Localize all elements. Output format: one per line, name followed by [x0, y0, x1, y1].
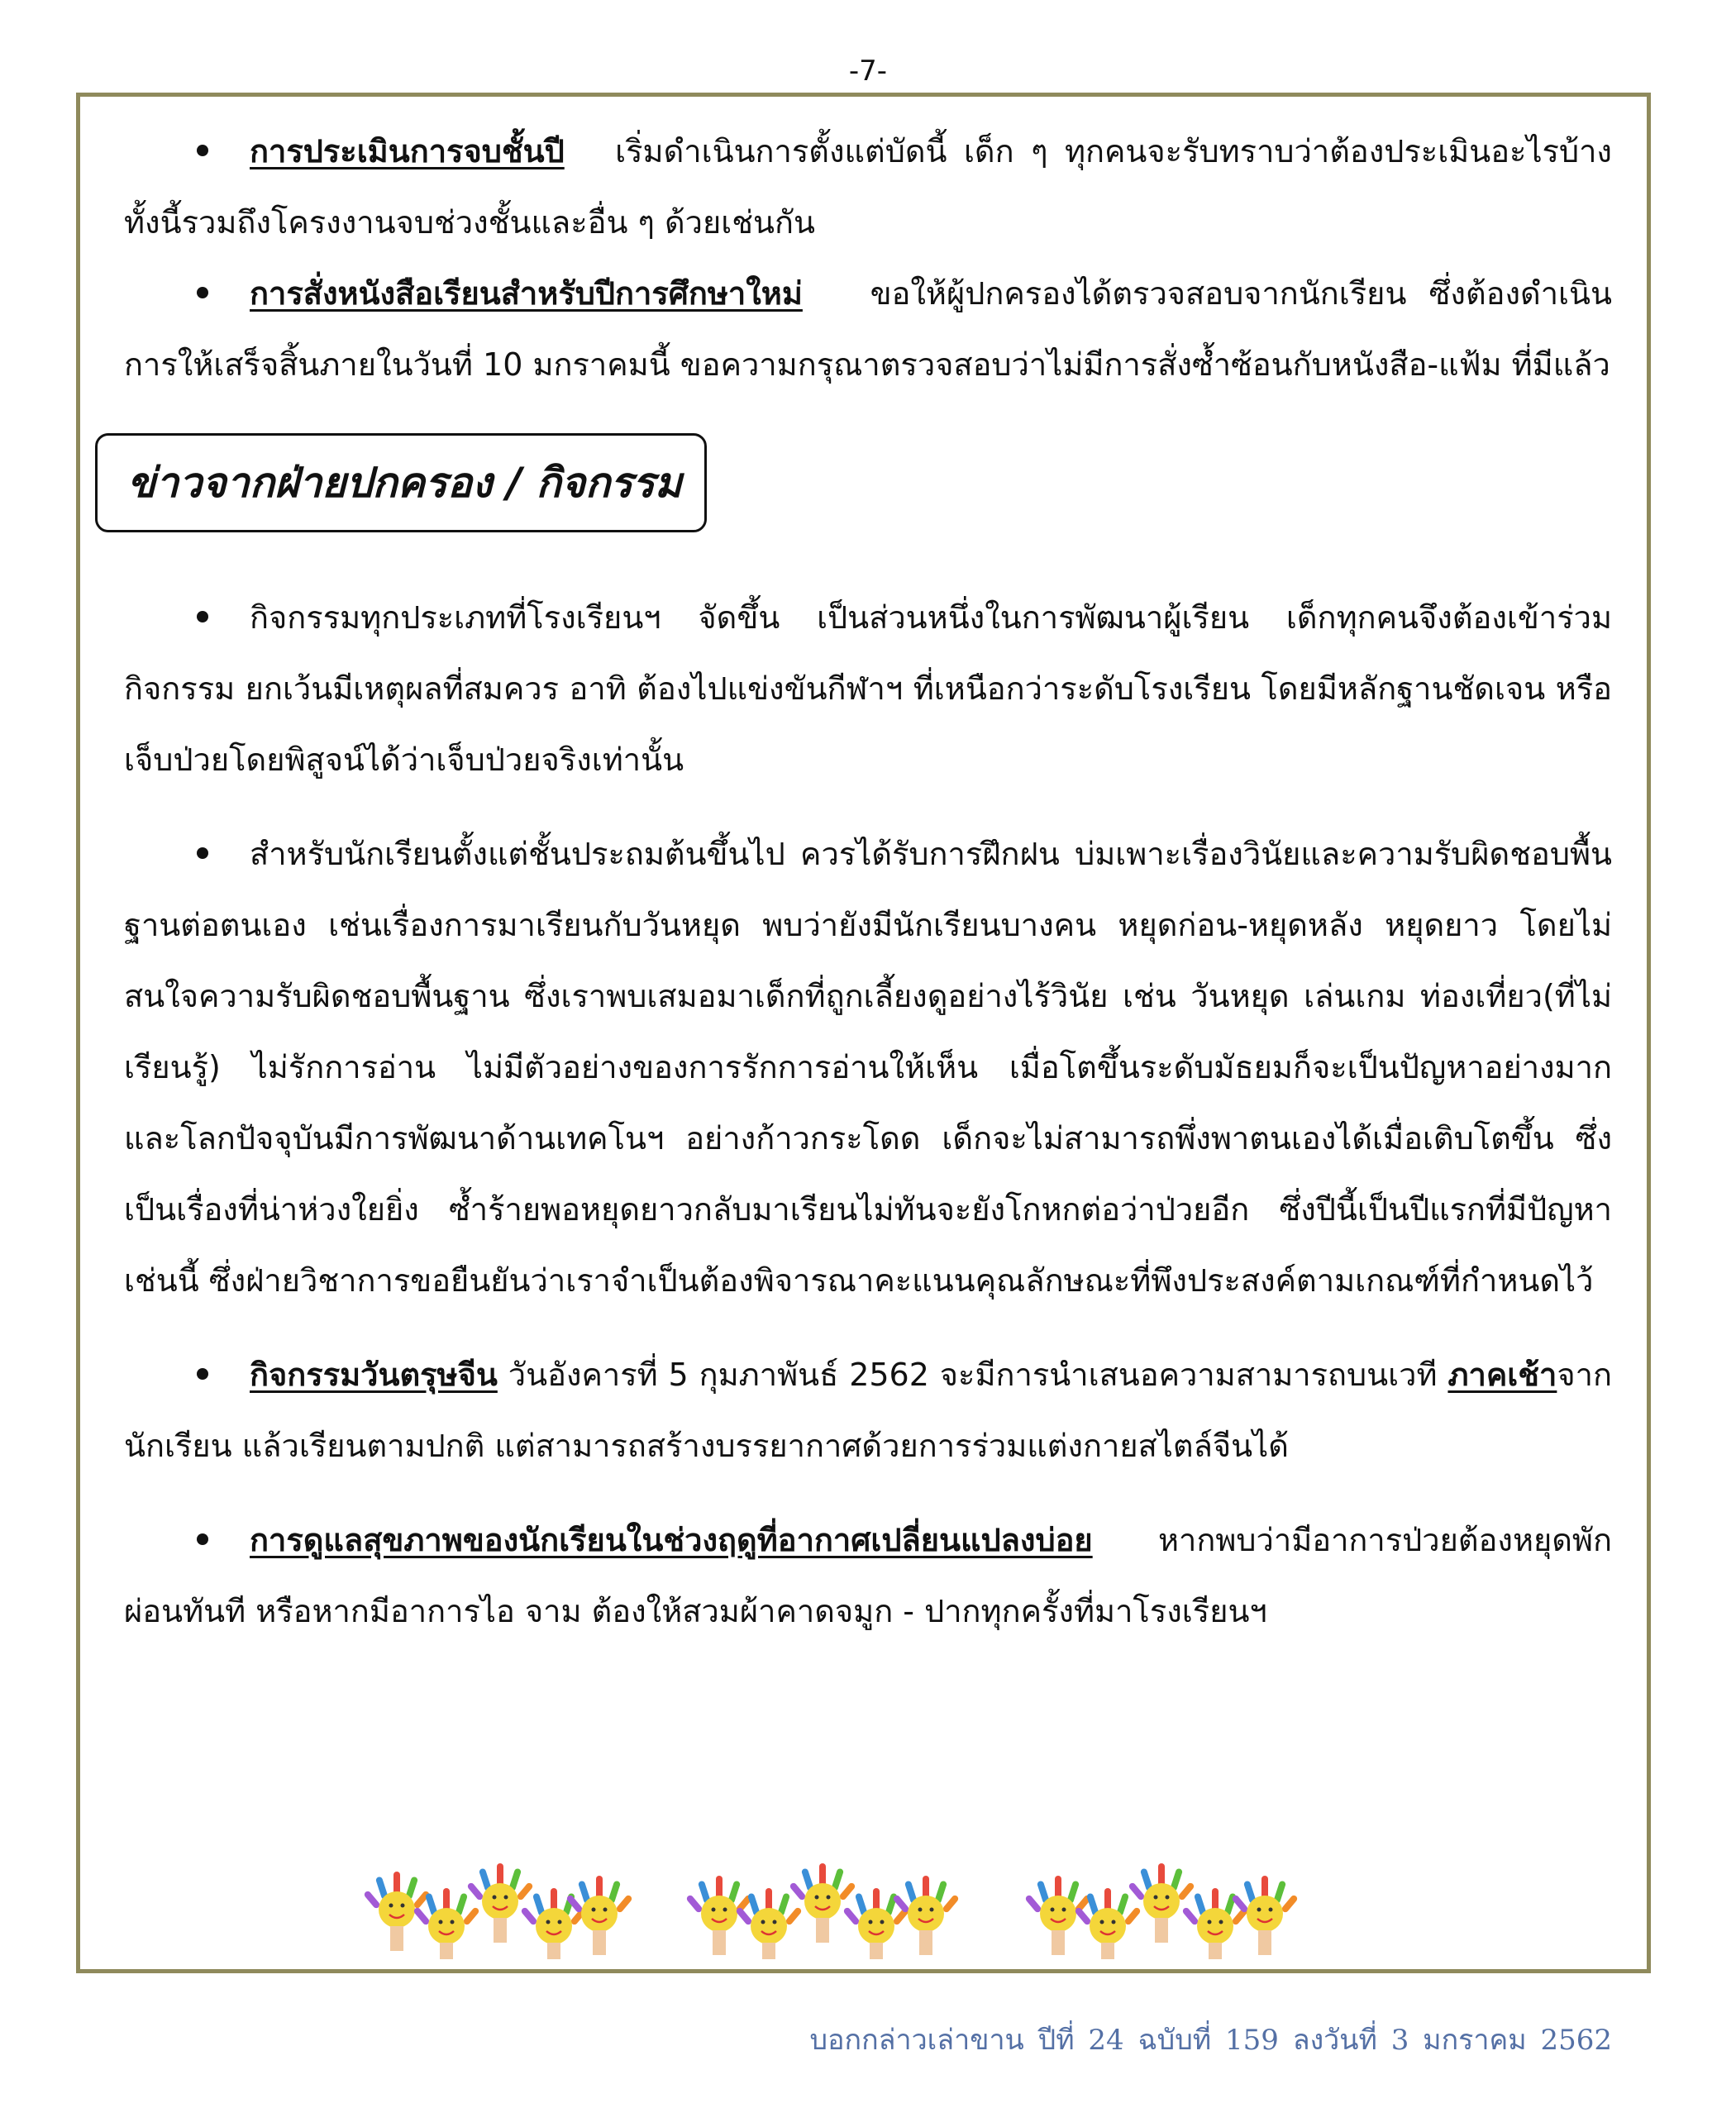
- newsletter-content: [124, 116, 1612, 1647]
- paragraph-text-after: จากนักเรียน แล้วเรียนตามปกติ แต่สามารถสร้างบรรยากาศด้วยการร่วมแต่งกายสไตล์จีนได้: [124, 1357, 1612, 1464]
- paragraph-health-care: [124, 1505, 1612, 1647]
- bullet-icon: [197, 847, 208, 859]
- section-title: ข่าวจากฝ่ายปกครอง / กิจกรรม: [127, 458, 682, 507]
- paragraph-heading: การดูแลสุขภาพของนักเรียนในช่วงฤดูที่อากาศเปลี่ยนแปลงบ่อย: [250, 1522, 1093, 1558]
- paragraph-heading: การประเมินการจบชั้นปี: [250, 133, 565, 169]
- paragraph-text: เริ่มดำเนินการตั้งแต่บัดนี้ เด็ก ๆ ทุกคนจะรับทราบว่าต้องประเมินอะไรบ้าง ทั้งนี้รวมถึงโครงงานจบช่วงชั้นและอื่น ๆ ด้วยเช่นกัน: [124, 133, 1612, 241]
- paragraph-chinese-new-year: [124, 1339, 1612, 1481]
- section-header-box: [95, 433, 707, 532]
- painted-hands-illustration: [347, 1843, 1422, 1959]
- paragraph-discipline: [124, 818, 1612, 1316]
- bullet-icon: [197, 611, 208, 622]
- newsletter-footer: บอกกล่าวเล่าขาน ปีที่ 24 ฉบับที่ 159 ลงวันที่ 3 มกราคม 2562: [809, 2024, 1612, 2057]
- paragraph-text: ขอให้ผู้ปกครองได้ตรวจสอบจากนักเรียน ซึ่งต้องดำเนินการให้เสร็จสิ้นภายในวันที่ 10 มกราคมนี้ ขอความกรุณาตรวจสอบว่าไม่มีการสั่งซ้ำซ้อนกับหนังสือ-แฟ้ม ที่มีแล้ว: [124, 275, 1612, 383]
- bullet-icon: [197, 287, 208, 298]
- paragraph-heading: กิจกรรมวันตรุษจีน: [250, 1357, 498, 1393]
- paragraph-graduation-assessment: [124, 116, 1612, 258]
- paragraph-text: วันอังคารที่ 5 กุมภาพันธ์ 2562 จะมีการนำเสนอความสามารถบนเวที: [508, 1357, 1438, 1393]
- paragraph-textbook-order: [124, 258, 1612, 400]
- page-number: -7-: [848, 55, 888, 88]
- bullet-icon: [197, 1368, 208, 1380]
- bullet-icon: [197, 145, 208, 156]
- paragraph-text: สำหรับนักเรียนตั้งแต่ชั้นประถมต้นขึ้นไป ควรได้รับการฝึกฝน บ่มเพาะเรื่องวินัยและความรับผิดชอบพื้นฐานต่อตนเอง เช่นเรื่องการมาเรียนกับวันหยุด พบว่ายังมีนักเรียนบางคน หยุดก่อน-หยุดหลัง หยุดยาว โดยไม่สนใจความรับผิดชอบพื้นฐาน ซึ่งเราพบเสมอมาเด็กที่ถูกเลี้ยงดูอย่างไร้วินัย เช่น วันหยุด เล่นเกม ท่องเที่ยว(ที่ไม่เรียนรู้) ไม่รักการอ่าน ไม่มีตัวอย่างของการรักการอ่านให้เห็น เมื่อโตขึ้นระดับมัธยมก็จะเป็นปัญหาอย่างมาก และโลกปัจจุบันมีการพัฒนาด้านเทคโนฯ อย่างก้าวกระโดด เด็กจะไม่สามารถพึ่งพาตนเองได้เมื่อเติบโตขึ้น ซึ่งเป็นเรื่องที่น่าห่วงใยยิ่ง ซ้ำร้ายพอหยุดยาวกลับมาเรียนไม่ทันจะยังโกหกต่อว่าป่วยอีก ซึ่งปีนี้เป็นปีแรกที่มีปัญหาเช่นนี้ ซึ่งฝ่ายวิชาการขอยืนยันว่าเราจำเป็นต้องพิจารณาคะแนนคุณลักษณะที่พึงประสงค์ตามเกณฑ์ที่กำหนดไว้: [124, 836, 1612, 1299]
- paragraph-heading: การสั่งหนังสือเรียนสำหรับปีการศึกษาใหม่: [250, 275, 803, 312]
- paragraph-text: กิจกรรมทุกประเภทที่โรงเรียนฯ จัดขึ้น เป็นส่วนหนึ่งในการพัฒนาผู้เรียน เด็กทุกคนจึงต้องเข้าร่วมกิจกรรม ยกเว้นมีเหตุผลที่สมควร อาทิ ต้องไปแข่งขันกีฬาฯ ที่เหนือกว่าระดับโรงเรียน โดยมีหลักฐานชัดเจน หรือเจ็บป่วยโดยพิสูจน์ได้ว่าเจ็บป่วยจริงเท่านั้น: [124, 599, 1612, 778]
- paragraph-activities: [124, 582, 1612, 795]
- paragraph-text: หากพบว่ามีอาการป่วยต้องหยุดพักผ่อนทันที หรือหากมีอาการไอ จาม ต้องให้สวมผ้าคาดจมูก - ปากทุกครั้งที่มาโรงเรียนฯ: [124, 1522, 1612, 1629]
- bullet-icon: [197, 1533, 208, 1545]
- paragraph-emphasis: ภาคเช้า: [1447, 1357, 1557, 1393]
